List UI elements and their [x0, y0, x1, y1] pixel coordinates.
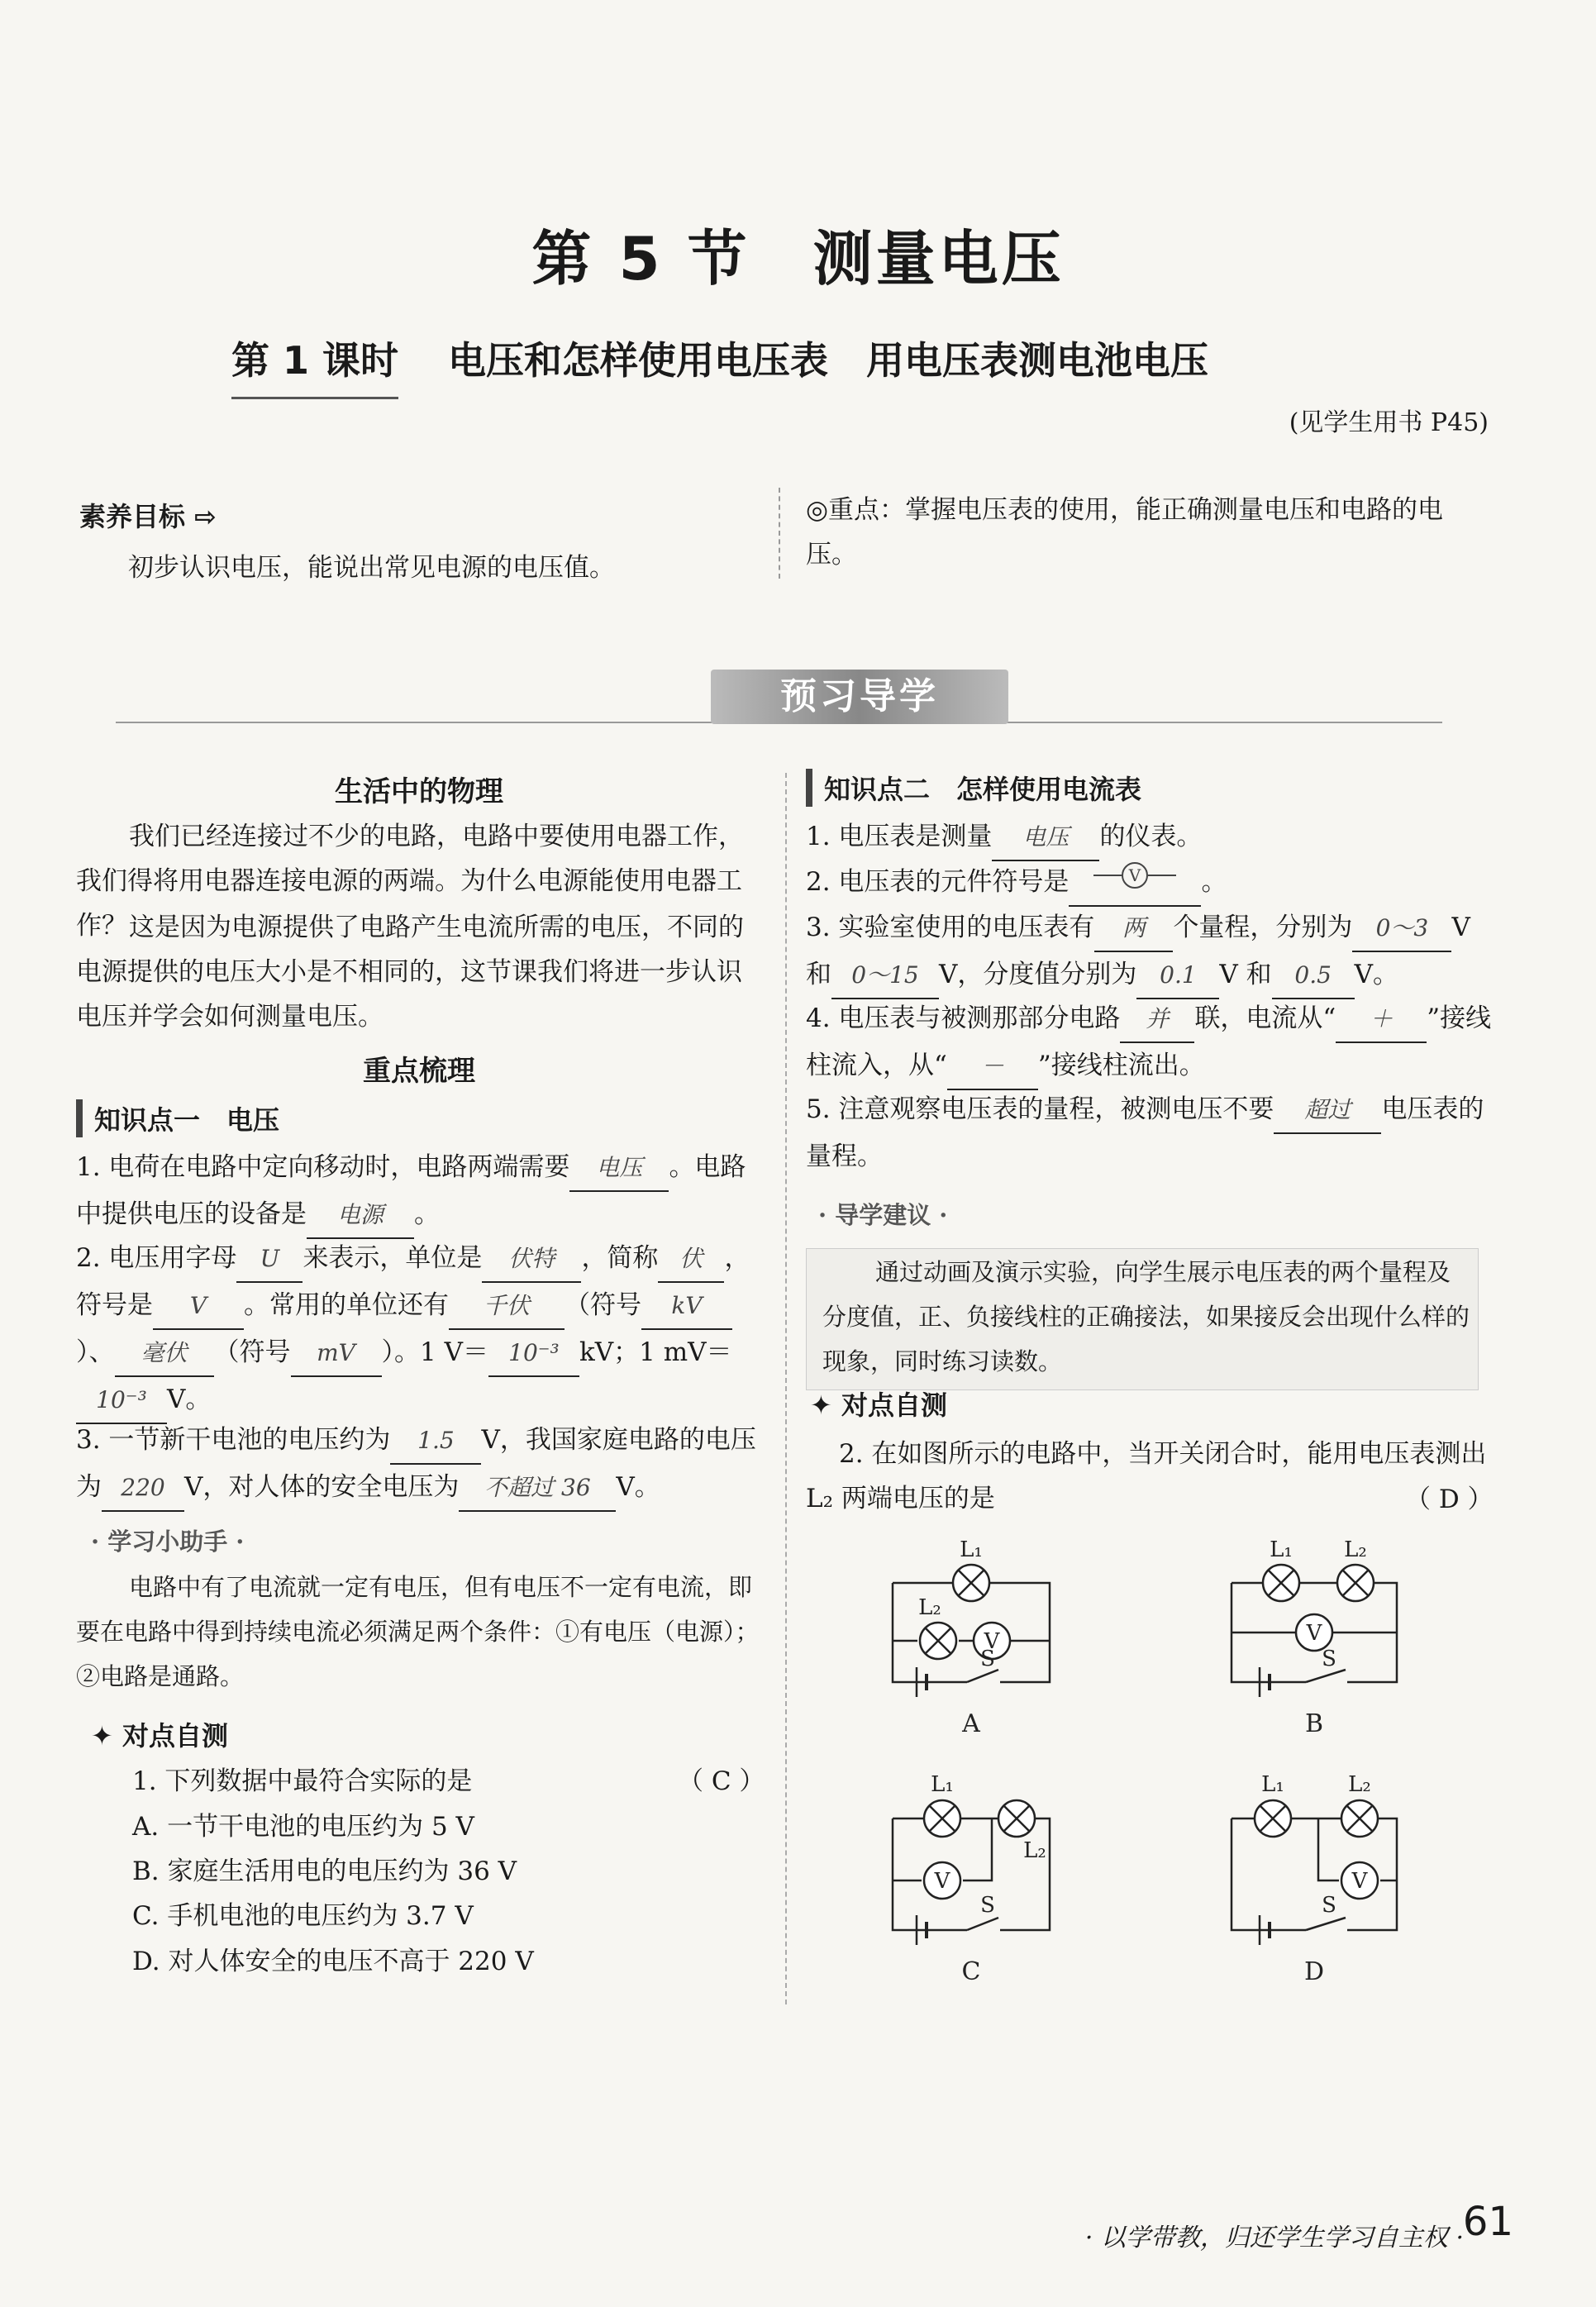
kp2-q3: 3. 实验室使用的电压表有 两 个量程，分别为 0～3 V 和 0～15 V，分度值分别为 0.1 V 和 0.5 V。 — [806, 905, 1500, 999]
q-left-option: D. 对人体安全的电压不高于 220 V — [132, 1947, 534, 1976]
life-paragraph-1: 我们已经连接过不少的电路，电路中要使用电器工作，我们得将用电器连接电源的两端。为什么电源能使用电器工作？ — [76, 822, 744, 941]
blank: 毫伏 — [115, 1331, 214, 1377]
lamp-l2-icon — [1337, 1565, 1374, 1601]
life-heading: 生活中的物理 — [335, 775, 503, 808]
page-title: 第 5 节 测量电压 — [531, 224, 1065, 293]
kp1-heading: 知识点一 电压 — [76, 1099, 780, 1137]
guide-text: 通过动画及演示实验，向学生展示电压表的两个量程及分度值，正、负接线柱的正确接法，如果接反会出现什么样的现象，同时练习读数。 — [822, 1258, 1470, 1375]
q-left-answer: （ C ） — [678, 1766, 765, 1796]
option-label: C — [961, 1957, 981, 1986]
kp2-q1: 1. 电压表是测量 电压 的仪表。 — [806, 814, 1500, 861]
lesson-tag: 第 1 课时 — [231, 331, 398, 399]
section-banner: 预习导学 — [711, 670, 1008, 724]
blank: 1.5 — [390, 1418, 481, 1465]
column-divider — [785, 773, 787, 2004]
kp2-q4: 4. 电压表与被测那部分电路 并 联，电流从“ ＋ ”接线柱流入，从“ － ”接线柱流出。 — [806, 996, 1500, 1090]
selftest-heading-right: ✦ 对点自测 — [810, 1389, 947, 1421]
blank: 10⁻³ — [76, 1378, 167, 1424]
blank: 千伏 — [449, 1284, 565, 1330]
option-label: B — [1304, 1709, 1324, 1738]
kp2-q2: 2. 电压表的元件符号是 V 。 — [806, 860, 1500, 907]
lamp-l2-icon — [920, 1623, 956, 1659]
blank: kV — [641, 1284, 732, 1330]
q-left-option: C. 手机电池的电压约为 3.7 V — [132, 1901, 474, 1931]
lamp-l1-icon — [924, 1800, 960, 1837]
blank: 电压 — [569, 1146, 669, 1192]
blank: 电源 — [307, 1193, 414, 1239]
s-label: S — [1322, 1893, 1336, 1918]
blank: U — [236, 1237, 303, 1283]
l2-label: L₂ — [1348, 1772, 1371, 1797]
switch-icon — [967, 1918, 998, 1930]
q-right-answer: （ D ） — [1405, 1485, 1494, 1514]
key-point: ◎重点：掌握电压表的使用，能正确测量电压和电路的电压。 — [806, 495, 1444, 570]
lamp-l2-icon — [1341, 1800, 1378, 1837]
blank: V — [153, 1284, 244, 1330]
v-label: V — [1306, 1621, 1322, 1646]
blank: 并 — [1120, 997, 1194, 1043]
lesson-title: 电压和怎样使用电压表 用电压表测电池电压 — [448, 338, 1209, 383]
q-left-option: B. 家庭生活用电的电压约为 36 V — [132, 1857, 517, 1886]
v-label: V — [934, 1869, 950, 1894]
s-label: S — [1322, 1647, 1336, 1671]
blank: 220 — [102, 1466, 184, 1512]
switch-icon — [1306, 1670, 1346, 1682]
page-number: 61 — [1462, 2199, 1513, 2245]
goal-text: 初步认识电压，能说出常见电源的电压值。 — [128, 553, 615, 583]
helper-text: 电路中有了电流就一定有电压，但有电压不一定有电流，即要在电路中得到持续电流必须满足两个条件：①有电压（电源）；②电路是通路。 — [76, 1573, 760, 1690]
lesson-subtitle — [231, 331, 1208, 399]
helper-heading: · 学习小助手 · — [91, 1528, 245, 1556]
blank: 0.1 — [1136, 953, 1219, 999]
l1-label: L₁ — [960, 1537, 983, 1562]
lamp-l1-icon — [1255, 1800, 1291, 1837]
voltmeter-symbol-blank — [1069, 860, 1201, 907]
blank: 0～15 — [831, 953, 939, 999]
l2-label: L₂ — [1344, 1537, 1367, 1562]
blank: mV — [291, 1331, 382, 1377]
s-label: S — [980, 1647, 995, 1671]
blank: 两 — [1094, 906, 1173, 952]
kp1-q2: 2. 电压用字母 U 来表示，单位是 伏特 ，简称 伏 ，符号是 V 。常用的单位还有 千伏 （符号 kV）、 毫伏 （符号 mV ）。1 V＝ 10⁻³ kV；1 mV＝10⁻³ V。 — [76, 1236, 762, 1424]
guide-heading: · 导学建议 · — [818, 1201, 948, 1229]
q-left-option: A. 一节干电池的电压约为 5 V — [132, 1812, 474, 1842]
l2-label: L₂ — [1023, 1838, 1046, 1863]
star-icon: ✦ — [91, 1720, 113, 1752]
kp2-q5: 5. 注意观察电压表的量程，被测电压不要 超过 电压表的量程。 — [806, 1087, 1500, 1179]
l1-label: L₁ — [1261, 1772, 1284, 1797]
blank: 电压 — [992, 815, 1099, 861]
review-heading: 重点梳理 — [363, 1055, 475, 1088]
blank: 超过 — [1274, 1088, 1381, 1134]
lamp-l2-icon — [998, 1800, 1035, 1837]
blank: 10⁻³ — [488, 1331, 579, 1377]
star-icon: ✦ — [810, 1389, 832, 1421]
s-label: S — [980, 1893, 995, 1918]
svg-text:V: V — [1129, 865, 1141, 885]
kp1-q1: 1. 电荷在电路中定向移动时，电路两端需要 电压 。电路中提供电压的设备是 电源 。 — [76, 1145, 762, 1239]
v-label: V — [984, 1629, 1000, 1654]
blank: 伏特 — [482, 1237, 581, 1283]
selftest-heading-left: ✦ 对点自测 — [91, 1720, 228, 1752]
q-left-stem: 1. 下列数据中最符合实际的是 — [132, 1766, 473, 1796]
q-right-stem: 2. 在如图所示的电路中，当开关闭合时，能用电压表测出 L₂ 两端电压的是 — [806, 1439, 1487, 1513]
kp2-heading: 知识点二 怎样使用电流表 — [806, 769, 1518, 807]
blank: － — [947, 1044, 1038, 1090]
lamp-l1-icon — [953, 1565, 989, 1601]
option-label: A — [962, 1709, 980, 1738]
diamond-arrow-icon: ⇨ — [194, 501, 217, 532]
l2-label: L₂ — [918, 1595, 941, 1620]
lamp-l1-icon — [1263, 1565, 1299, 1601]
option-label: D — [1303, 1957, 1325, 1986]
blank: 伏 — [658, 1237, 724, 1283]
footer-slogan: · 以学带教，归还学生学习自主权 · — [1084, 2224, 1464, 2252]
blank: 不超过 36 — [459, 1466, 616, 1512]
v-label: V — [1351, 1869, 1368, 1894]
life-paragraph-2: 这是因为电源提供了电路产生电流所需的电压，不同的电源提供的电压大小是不相同的，这节课我们将进一步认识电压并学会如何测量电压。 — [76, 913, 744, 1032]
switch-icon — [1306, 1918, 1346, 1930]
blank: ＋ — [1336, 997, 1427, 1043]
l1-label: L₁ — [1270, 1537, 1293, 1562]
goal-heading: 素养目标 ⇨ — [79, 501, 217, 532]
book-reference: (见学生用书 P45) — [1289, 408, 1489, 437]
circuit-diagrams — [876, 1533, 1488, 1996]
kp1-q3: 3. 一节新干电池的电压约为 1.5 V，我国家庭电路的电压为 220 V，对人体的安全电压为 不超过 36 V。 — [76, 1418, 762, 1512]
switch-icon — [967, 1670, 998, 1682]
divider — [779, 488, 780, 579]
voltmeter-symbol-icon — [1093, 860, 1176, 890]
blank: 0.5 — [1272, 953, 1355, 999]
blank: 0～3 — [1352, 906, 1451, 952]
l1-label: L₁ — [931, 1772, 954, 1797]
